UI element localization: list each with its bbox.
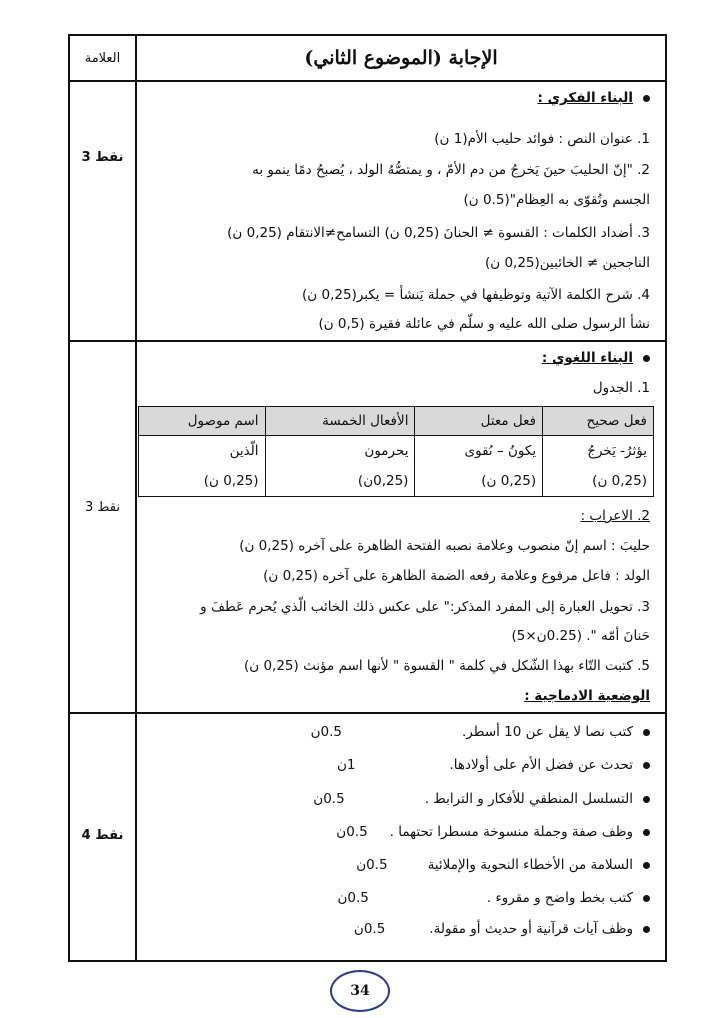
criterion-mark: 0.5ن (353, 921, 386, 937)
criterion-mark: 0.5ن (356, 857, 388, 873)
section1-line: نشأ الرسول صلى الله عليه و سلّم في عائلة فقيرة (0,5 ن) (318, 316, 650, 332)
table-header-cell: فعل صحيح (543, 407, 654, 436)
bullet-icon (643, 926, 650, 933)
criterion-mark: 0.5ن (336, 824, 368, 840)
grade-column-divider (135, 34, 137, 962)
section1-heading-row (537, 88, 650, 108)
criterion-text: تحدث عن فضل الأم على أولادها. (449, 757, 633, 773)
table-mark-cell: (0,25 ن) (415, 466, 543, 497)
table-header-cell: اسم موصول (139, 407, 266, 436)
criterion-text: وظف صفة وجملة منسوخة مسطرا تحتهما . (389, 824, 633, 840)
criterion-text: وظف آيات قرآنية أو حديث أو مقولة. (429, 921, 633, 937)
criterion-text: السلامة من الأخطاء النحوية والإملائية (427, 857, 633, 873)
parsing-heading-text: 2. الاعراب : (580, 508, 650, 524)
criterion-text: التسلسل المنطقي للأفكار و الترابط . (424, 791, 633, 807)
table-cell: يكونُ – ىُقوى (415, 436, 543, 467)
table-cell: الّذين (139, 436, 266, 467)
section1-score: 3 نقط (81, 150, 124, 165)
criterion-text: كتب بخط واضح و مقروء . (486, 890, 633, 906)
grade-column-header: العلامة (84, 50, 121, 66)
bullet-icon (643, 95, 650, 102)
section2-line: 5. كتبت التّاء بهذا الشّكل في كلمة " القسوة " لأنها اسم مؤنث (0,25 ن) (243, 658, 650, 674)
bullet-icon (643, 729, 650, 736)
section2-line: حَنانَ أمّه ". (0.25ن×5) (511, 628, 650, 644)
criterion-mark: 1ن (336, 757, 356, 773)
section2-score: 3 نقط (85, 500, 120, 515)
bullet-icon (643, 895, 650, 902)
section2-line: حليبَ : اسم إنّ منصوب وعلامة نصبه الفتحة الظاهرة على آخره (0,25 ن) (239, 538, 650, 554)
section1-line: 2. "إنّ الحليبَ حينَ يَخرجُ من دم الأمّ ، و يمتصُّهُ الولد ، يُصبحُ دمًا ينمو به (252, 162, 650, 178)
section3-score: 4 نقط (81, 828, 124, 843)
bullet-icon (643, 862, 650, 869)
section1-line: الناجحين ≠ الخائبين(0,25 ن) (484, 255, 650, 271)
section1-line: الجسم وتُقوّى به العِظام"(0.5 ن) (463, 192, 650, 208)
section2-line: 3. تحويل العبارة إلى المفرد المذكر:" على عكس ذلك الخائب الّذي يُحرم عَطفَ و (200, 599, 650, 615)
bullet-icon (643, 829, 650, 836)
table-mark-cell: (0,25 ن) (139, 466, 266, 497)
section1-line: 1. عنوان النص : فوائد حليب الأم(1 ن) (434, 131, 650, 147)
section1-line: 3. أضداد الكلمات : القسوة ≠ الحنانَ (0,25 ن) التسامح≠الانتقام (0,25 ن) (227, 225, 650, 241)
criterion-item (327, 919, 650, 939)
section1-heading: البناء الفكري : (537, 90, 633, 106)
bullet-icon (643, 796, 650, 803)
criterion-item (311, 888, 650, 908)
table-item-label: 1. الجدول (592, 380, 650, 396)
criterion-item (284, 722, 650, 742)
criterion-item (330, 855, 650, 875)
criterion-text: كتب نصا لا يقل عن 10 أسطر. (462, 724, 633, 740)
table-cell: يؤثرُ- يَخرجُ (543, 436, 654, 467)
table-header-cell: فعل معتل (415, 407, 543, 436)
criterion-mark: 0.5ن (337, 890, 369, 906)
section2-heading: البناء اللغوي : (541, 350, 633, 366)
header-divider (68, 80, 667, 82)
section1-line: 4. شرح الكلمة الآتية وتوظيفها في جملة يَنشأ = يكبر(0,25 ن) (302, 287, 650, 303)
verb-table (138, 406, 654, 497)
parsing-heading (581, 506, 650, 526)
bullet-icon (643, 762, 650, 769)
section2-heading-row (542, 348, 650, 368)
table-cell: يحرمون (265, 436, 415, 467)
page-title: الإجابة (الموضوع الثاني) (304, 47, 498, 69)
bullet-icon (643, 355, 650, 362)
section3-heading: الوضعية الادماجية : (524, 688, 650, 704)
section1-divider (68, 340, 667, 342)
page-number: 34 (330, 970, 390, 1012)
table-header-cell: الأفعال الخمسة (265, 407, 415, 436)
criterion-mark: 0.5ن (313, 791, 345, 807)
criterion-item (297, 755, 650, 775)
section2-divider (68, 712, 667, 714)
criterion-item (310, 822, 650, 842)
table-mark-cell: (0,25 ن) (543, 466, 654, 497)
section2-line: الولد : فاعل مرفوع وعلامة رفعه الضمة الظاهرة على آخره (0,25 ن) (263, 568, 650, 584)
criterion-mark: 0.5ن (310, 724, 342, 740)
section3-heading-row (524, 686, 650, 706)
criterion-item (287, 789, 650, 809)
table-mark-cell: (0,25ن) (265, 466, 415, 497)
